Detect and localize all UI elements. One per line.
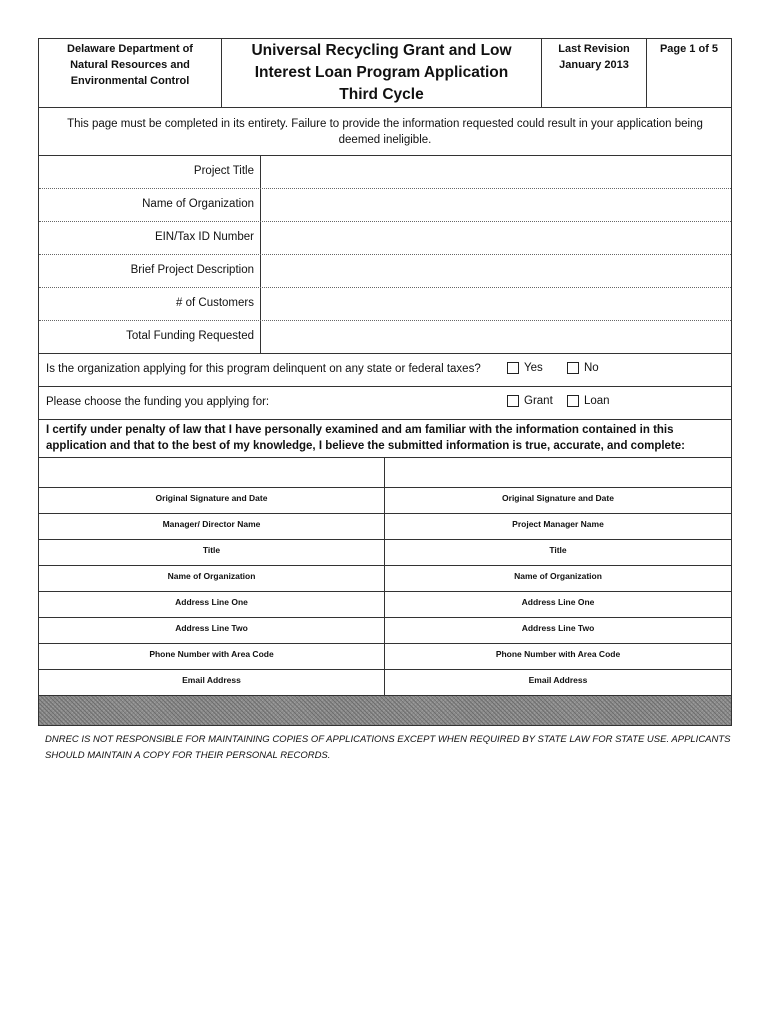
signature-row	[39, 458, 731, 488]
agency-line: Natural Resources and	[70, 59, 190, 71]
left-address-two-field[interactable]: Address Line Two	[39, 618, 385, 643]
left-title-field[interactable]: Title	[39, 540, 385, 565]
field-row-organization	[39, 189, 731, 222]
title-line: Third Cycle	[339, 86, 424, 103]
project-description-input[interactable]	[261, 255, 731, 287]
agency-line: Delaware Department of	[67, 43, 193, 55]
field-row-description	[39, 255, 731, 288]
no-label: No	[584, 362, 599, 374]
delinquent-question: Is the organization applying for this program delinquent on any state or federal taxes?	[46, 363, 481, 375]
disclaimer-line: SHOULD MAINTAIN A COPY FOR THEIR PERSONAL RECORDS.	[45, 750, 331, 761]
form-header	[39, 39, 731, 108]
organization-row	[39, 566, 731, 592]
loan-label: Loan	[584, 395, 610, 407]
revision-label: Last Revision	[558, 43, 630, 55]
certification-statement: I certify under penalty of law that I have personally examined and am familiar with the information contained in this application and that to the best of my knowledge, I believe the submitted information is true, accurate, and complete:	[39, 420, 731, 458]
director-name-field[interactable]: Manager/ Director Name	[39, 514, 385, 539]
loan-option[interactable]	[567, 395, 610, 407]
field-row-ein	[39, 222, 731, 255]
disclaimer-text	[45, 732, 735, 764]
delinquent-question-row	[39, 354, 731, 387]
address-two-row	[39, 618, 731, 644]
left-address-one-field[interactable]: Address Line One	[39, 592, 385, 617]
grant-checkbox[interactable]	[507, 395, 519, 407]
right-email-field[interactable]: Email Address	[528, 675, 588, 685]
funding-question: Please choose the funding you applying for:	[46, 396, 270, 408]
funding-requested-input[interactable]	[261, 321, 731, 353]
right-organization-field[interactable]: Name of Organization	[514, 571, 602, 581]
right-address-one-field[interactable]: Address Line One	[521, 597, 595, 607]
signature-label: Original Signature and Date	[502, 493, 614, 503]
yes-option[interactable]	[507, 362, 543, 374]
revision-date: January 2013	[559, 59, 629, 71]
disclaimer-line: DNREC IS NOT RESPONSIBLE FOR MAINTAINING COPIES OF APPLICATIONS EXCEPT WHEN REQUIRED BY STATE LAW FOR STATE USE. APPLICANTS	[45, 734, 731, 745]
manager-signature-field[interactable]	[385, 458, 731, 487]
project-title-input[interactable]	[261, 156, 731, 188]
left-organization-field[interactable]: Name of Organization	[39, 566, 385, 591]
address-one-row	[39, 592, 731, 618]
no-checkbox[interactable]	[567, 362, 579, 374]
field-row-funding	[39, 321, 731, 354]
title-line: Interest Loan Program Application	[254, 64, 509, 81]
right-title-field[interactable]: Title	[549, 545, 567, 555]
no-option[interactable]	[567, 362, 599, 374]
name-row	[39, 514, 731, 540]
application-form	[38, 38, 732, 726]
customers-input[interactable]	[261, 288, 731, 320]
applicant-signature-field[interactable]	[39, 458, 385, 487]
left-phone-field[interactable]: Phone Number with Area Code	[39, 644, 385, 669]
signature-label: Original Signature and Date	[39, 488, 385, 513]
page-number: Page 1 of 5	[659, 43, 719, 55]
revision-info	[542, 39, 647, 107]
field-row-project-title	[39, 156, 731, 189]
loan-checkbox[interactable]	[567, 395, 579, 407]
field-label: Total Funding Requested	[39, 321, 261, 353]
title-line: Universal Recycling Grant and Low	[251, 42, 512, 59]
ein-input[interactable]	[261, 222, 731, 254]
field-label: Name of Organization	[39, 189, 261, 221]
yes-label: Yes	[524, 362, 543, 374]
shaded-footer-bar	[39, 696, 731, 725]
title-row	[39, 540, 731, 566]
grant-option[interactable]	[507, 395, 553, 407]
field-label: EIN/Tax ID Number	[39, 222, 261, 254]
phone-row	[39, 644, 731, 670]
funding-question-row	[39, 387, 731, 420]
left-email-field[interactable]: Email Address	[39, 670, 385, 695]
intro-text: This page must be completed in its entirety. Failure to provide the information requested could result in your application being deemed ineligible.	[39, 108, 731, 156]
grant-label: Grant	[524, 395, 553, 407]
project-manager-name-field[interactable]: Project Manager Name	[512, 519, 604, 529]
field-row-customers	[39, 288, 731, 321]
form-title	[222, 39, 542, 107]
agency-name	[39, 39, 222, 107]
agency-line: Environmental Control	[70, 75, 190, 87]
field-label: Project Title	[39, 156, 261, 188]
right-phone-field[interactable]: Phone Number with Area Code	[495, 649, 621, 659]
signature-label-row	[39, 488, 731, 514]
right-address-two-field[interactable]: Address Line Two	[521, 623, 595, 633]
yes-checkbox[interactable]	[507, 362, 519, 374]
field-label: # of Customers	[39, 288, 261, 320]
organization-name-input[interactable]	[261, 189, 731, 221]
field-label: Brief Project Description	[39, 255, 261, 287]
email-row	[39, 670, 731, 696]
